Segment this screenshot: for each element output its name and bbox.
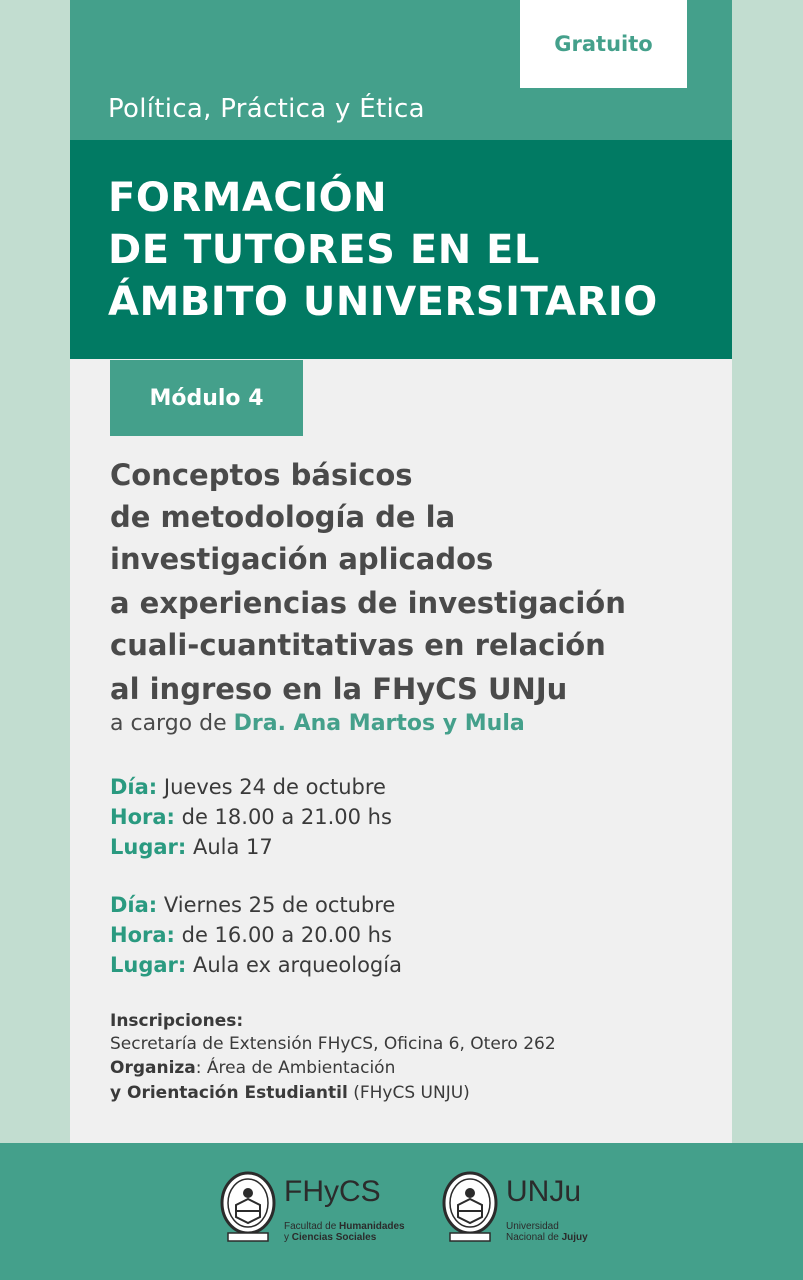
organiza-text: : Área de Ambientación (195, 1058, 396, 1078)
byline (110, 711, 525, 736)
session1-time (110, 805, 392, 829)
fhycs-name: FHyCS (284, 1175, 381, 1208)
session1-place (110, 835, 273, 859)
speaker-name: Dra. Ana Martos y Mula (233, 711, 525, 736)
place-value: Aula 17 (192, 835, 273, 859)
organiza-line-2 (110, 1083, 470, 1103)
place-value: Aula ex arqueología (192, 953, 402, 977)
unju-name: UNJu (506, 1175, 582, 1208)
footer (0, 1143, 803, 1280)
session1-day (110, 775, 386, 799)
topic-line: Conceptos básicos (110, 458, 413, 492)
unju-logo (440, 1169, 620, 1249)
unju-desc: Universidad Nacional de Jujuy (506, 1221, 588, 1243)
time-label: Hora: (110, 923, 175, 947)
place-label: Lugar: (110, 835, 187, 859)
time-value: de 16.00 a 20.00 hs (181, 923, 392, 947)
day-value: Jueves 24 de octubre (163, 775, 386, 799)
subtitle: Política, Práctica y Ética (108, 94, 425, 124)
unju-seal-icon (440, 1169, 500, 1249)
byline-prefix: a cargo de (110, 711, 227, 736)
inscripciones-text: Secretaría de Extensión FHyCS, Oficina 6, Otero 262 (110, 1034, 556, 1054)
top-band (70, 0, 732, 140)
topic-line: al ingreso en la FHyCS UNJu (110, 672, 568, 706)
organiza-unit-rest: (FHyCS UNJU) (347, 1083, 470, 1103)
day-value: Viernes 25 de octubre (163, 893, 396, 917)
poster (70, 0, 732, 1143)
session2-place (110, 953, 402, 977)
topic-line: cuali-cuantitativas en relación (110, 628, 606, 662)
inscripciones-label: Inscripciones: (110, 1011, 244, 1031)
title-band (70, 140, 732, 359)
session2-time (110, 923, 392, 947)
day-label: Día: (110, 775, 158, 799)
topic-line: investigación aplicados (110, 542, 494, 576)
topic-line: de metodología de la (110, 500, 456, 534)
title-line: DE TUTORES EN EL (108, 227, 540, 273)
session2-day (110, 893, 395, 917)
place-label: Lugar: (110, 953, 187, 977)
day-label: Día: (110, 893, 158, 917)
organiza-label: Organiza (110, 1058, 196, 1078)
time-value: de 18.00 a 21.00 hs (181, 805, 392, 829)
topic-line: a experiencias de investigación (110, 586, 626, 620)
module-badge: Módulo 4 (110, 360, 303, 436)
title-line: FORMACIÓN (108, 175, 388, 221)
organiza-unit: y Orientación Estudiantil (110, 1083, 348, 1103)
time-label: Hora: (110, 805, 175, 829)
title-line: ÁMBITO UNIVERSITARIO (108, 279, 658, 325)
free-badge: Gratuito (520, 0, 687, 88)
fhycs-desc: Facultad de Humanidades y Ciencias Sociales (284, 1221, 405, 1243)
fhycs-seal-icon (218, 1169, 278, 1249)
fhycs-logo (218, 1169, 418, 1249)
organiza-line (110, 1058, 395, 1078)
